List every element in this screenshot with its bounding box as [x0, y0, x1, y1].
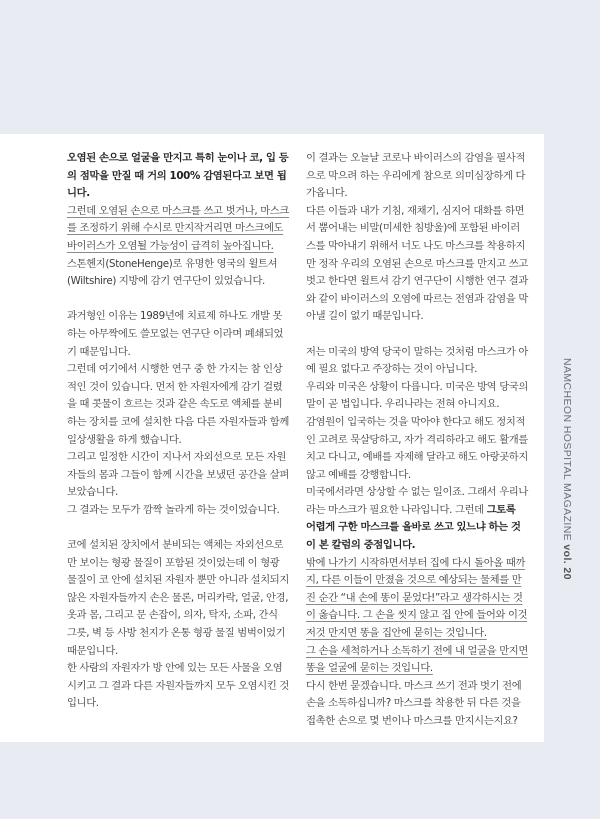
paragraph-closure: 과거형인 이유는 1989년에 치료제 하나도 개발 못하는 아무짝에도 쓸모없는 연구단 이라며 폐쇄되었기 때문입니다. — [67, 310, 284, 358]
paragraph-korea-us: 우리와 미국은 상황이 다릅니다. 미국은 방역 당국의 말이 곧 법입니다. 우리나라는 전혀 아니지요. — [306, 380, 528, 411]
paragraph-column-point-text: 미국에서라면 상상할 수 없는 일이죠. 그래서 우리나라는 마스크가 필요한 나라입니다. 그런데 — [306, 486, 528, 516]
magazine-page — [0, 134, 544, 742]
paragraph-us-authority: 저는 미국의 방역 당국이 말하는 것처럼 마스크가 아예 필요 없다고 주장하는 것이 아닙니다. — [306, 345, 528, 376]
paragraph-closing-question: 다시 한번 묻겠습니다. 마스크 쓰기 전과 벗기 전에 손을 소독하십니까? 마스크를 착용한 뒤 다른 것을 접촉한 손으로 몇 번이나 마스크를 만지시는지요? — [306, 679, 522, 727]
paragraph-underlined-mask: 그런데 오염된 손으로 마스크를 쓰고 벗거나, 마스크를 조정하기 위해 수시로 만지작거리면 마스크에도 바이러스가 오염될 가능성이 급격히 높아집니다. — [67, 204, 289, 252]
paragraph-column-point — [306, 484, 528, 554]
magazine-name: NAMCHEON HOSPITAL MAGAZINE — [561, 358, 573, 542]
paragraph-politics: 감염원이 입국하는 것을 막아야 한다고 해도 정치적인 고려로 묵살당하고, 자가 격리하라고 해도 활개를 치고 다니고, 예배를 자제해 달라고 해도 아랑곳하지 않고 예배를 강행합니다. — [306, 415, 528, 481]
column-key-point: 그토록 어렵게 구한 마스크를 올바로 쓰고 있느냐 하는 것이 본 칼럼의 중점입니다. — [306, 503, 521, 552]
paragraph-uv-check: 그리고 일정한 시간이 지나서 자외선으로 모든 자원자들의 몸과 그들이 함께 시간을 보냈던 공간을 살펴보았습니다. — [67, 451, 289, 499]
paragraph-droplets: 다른 이들과 내가 기침, 재채기, 심지어 대화를 하면서 뿜어내는 비말(미세한 침방울)에 포함된 바이러스를 막아내기 위해서 너도 나도 마스크를 착용하지만 정작 우리의 오염된 손으로 마스크를 만지고 쓰고 벗고 한다면 윌트셔 감기 연구단이 시행한 연구 결과와 같이 바이러스의 오염에 따르는 전염과 감염을 막아낼 길이 없기 때문입니다. — [306, 204, 528, 323]
paragraph-fluorescent: 코에 설치된 장치에서 분비되는 액체는 자외선으로만 보이는 형광 물질이 포함된 것이었는데 이 형광 물질이 코 안에 설치된 자원자 뿐만 아니라 설치되지 않은 자원자들까지 손은 물론, 머리카락, 얼굴, 안경, 옷과 몸, 그리고 문 손잡이, 의자, 탁자, 소파, 간식 그릇, 벽 등 사방 천지가 온통 형광 물질 범벅이었기 때문입니다. — [67, 539, 289, 657]
paragraph-contamination: 한 사람의 자원자가 방 안에 있는 모든 사물을 오염시키고 그 결과 다른 자원자들까지 모두 오염시킨 것입니다. — [67, 662, 289, 710]
magazine-volume: vol. 20 — [561, 544, 573, 580]
paragraph-underlined-face: 그 손을 세척하거나 소독하기 전에 내 얼굴을 만지면 똥을 얼굴에 묻히는 것입니다. — [306, 644, 528, 675]
paragraph-bold-intro: 오염된 손으로 얼굴을 만지고 특히 눈이나 코, 입 등의 점막을 만질 때 거의 100% 감염된다고 보면 됩니다. — [67, 152, 289, 200]
paragraph-underlined-hands: 밖에 나가기 시작하면서부터 집에 다시 돌아올 때까지, 다른 이들이 만졌을 것으로 예상되는 물체를 만진 순간 “내 손에 똥이 묻었다!”라고 생각하시는 것이 옳습니다. 그 손을 씻지 않고 집 안에 들어와 이것저것 만지면 똥을 집안에 묻히는 것입니다. — [306, 556, 528, 640]
magazine-sidebar-label — [561, 358, 573, 580]
paragraph-meaning: 이 결과는 오늘날 코로나 바이러스의 감염을 필사적으로 막으려 하는 우리에게 참으로 의미심장하게 다가옵니다. — [306, 152, 526, 200]
article-column-right — [306, 150, 528, 731]
paragraph-experiment: 그런데 여기에서 시행한 연구 중 한 가지는 참 인상적인 것이 있습니다. 먼저 한 자원자에게 감기 걸렸을 때 콧물이 흐르는 것과 같은 속도로 액체를 분비하는 장치를 코에 설치한 다음 다른 자원자들과 함께 일상생활을 하게 했습니다. — [67, 363, 289, 446]
paragraph-result: 그 결과는 모두가 깜짝 놀라게 하는 것이었습니다. — [67, 503, 280, 516]
paragraph-stonehenge: 스톤헨지(StoneHenge)로 유명한 영국의 윌트셔(Wiltshire) 지방에 감기 연구단이 있었습니다. — [67, 257, 278, 288]
article-column-left — [67, 150, 289, 713]
